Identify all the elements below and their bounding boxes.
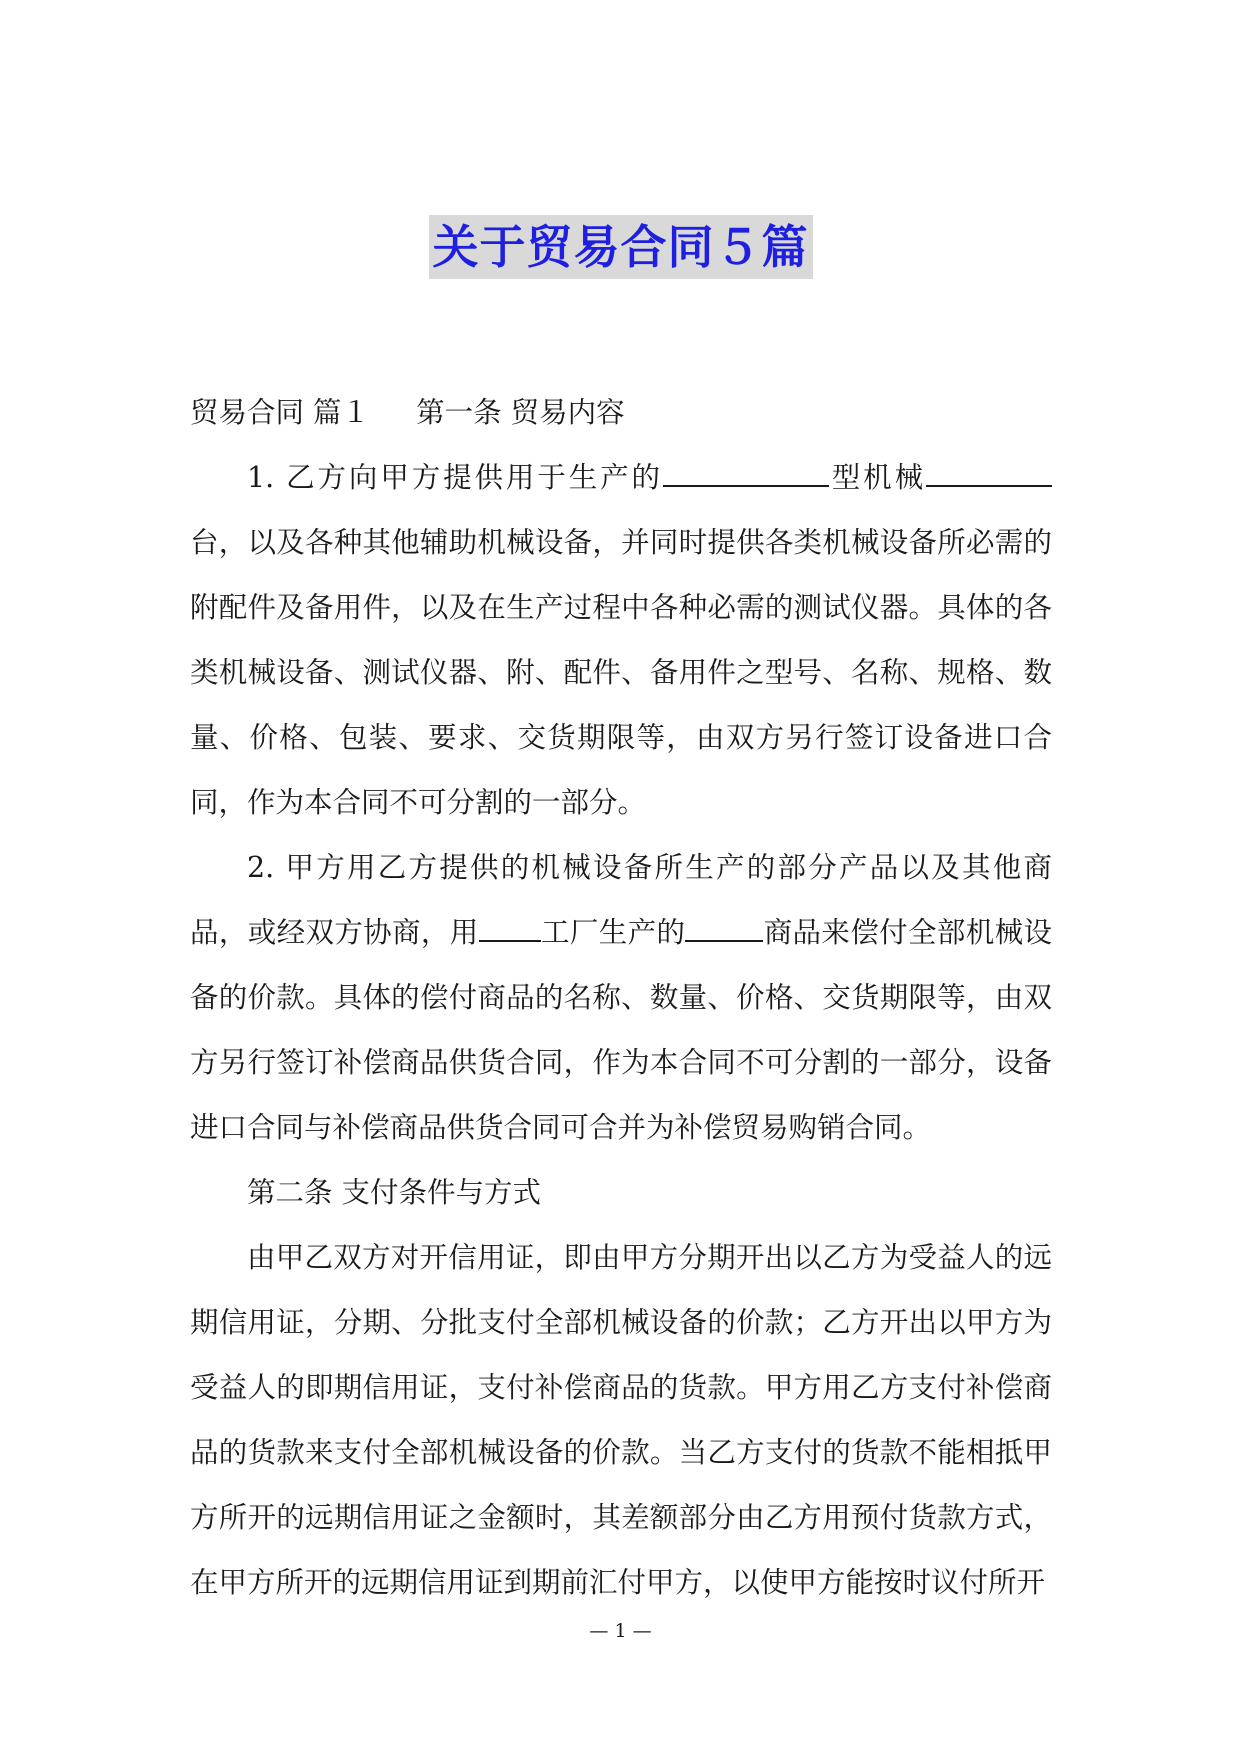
page-number: — 1 — (589, 1620, 652, 1642)
item2-paragraph (190, 835, 1052, 1160)
item1-text-start: 1. 乙方向甲方提供用于生产的 (247, 461, 663, 494)
fill-blank-quantity (926, 455, 1052, 487)
title-container (0, 215, 1241, 279)
item2-text-end: 商品来偿付全部机械设备的价款。具体的偿付商品的名称、数量、价格、交货期限等，由双方另行签订补偿商品供货合同，作为本合同不可分割的一部分，设备进口合同与补偿商品供货合同可合并为补偿贸易购销合同。 (190, 916, 1052, 1144)
contract-part-heading: 贸易合同 篇１ (190, 396, 371, 429)
fill-blank-model (663, 455, 829, 487)
fill-blank-factory (479, 910, 541, 942)
document-title: 关于贸易合同５篇 (429, 215, 813, 279)
item2-text-start: 2. 甲方用乙方提供的机械设备所生产的部分产品以及其他商品，或经双方协商，用 (190, 851, 1052, 949)
article2-heading: 第二条 支付条件与方式 (247, 1176, 542, 1209)
article2-paragraph: 由甲乙双方对开信用证，即由甲方分期开出以乙方为受益人的远期信用证，分期、分批支付全部机械设备的价款；乙方开出以甲方为受益人的即期信用证，支付补偿商品的货款。甲方用乙方支付补偿商品的货款来支付全部机械设备的价款。当乙方支付的货款不能相抵甲方所开的远期信用证之金额时，其差额部分由乙方用预付货款方式，在甲方所开的远期信用证到期前汇付甲方，以使甲方能按时议付所开 (190, 1241, 1052, 1599)
fill-blank-goods (685, 910, 763, 942)
document-body (190, 380, 1052, 1615)
item1-paragraph (190, 445, 1052, 835)
item2-text-middle: 工厂生产的 (540, 916, 686, 949)
item1-text-end: 台，以及各种其他辅助机械设备，并同时提供各类机械设备所必需的附配件及备用件，以及在生产过程中各种必需的测试仪器。具体的各类机械设备、测试仪器、附、配件、备用件之型号、名称、规格、数量、价格、包装、要求、交货期限等，由双方另行签订设备进口合同，作为本合同不可分割的一部分。 (190, 526, 1052, 819)
section-heading-line (190, 380, 1052, 445)
item1-text-middle: 型机械 (828, 461, 926, 494)
article1-heading: 第一条 贸易内容 (416, 396, 625, 429)
